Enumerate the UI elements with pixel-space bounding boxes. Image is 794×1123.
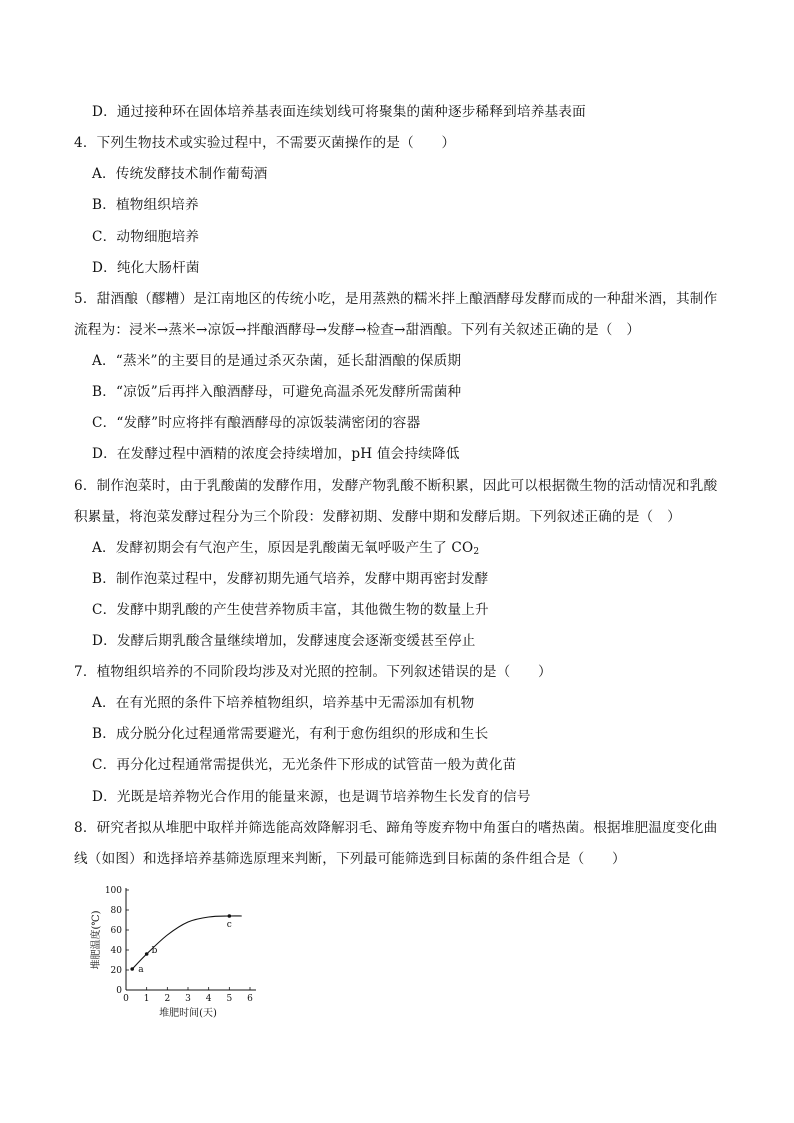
option-line [92,195,199,215]
point-a [130,967,134,971]
point-b [145,952,149,956]
option-line [92,258,200,278]
option-line [92,164,268,184]
y-tick-label: 20 [110,966,122,976]
line-text: 线（如图）和选择培养基筛选原理来判断，下列最可能筛选到目标菌的条件组合是（ ） [74,851,626,867]
subscript: 2 [473,547,480,557]
y-axis-label: 堆肥温度(℃) [91,910,102,970]
line-text: C．“发酵”时应将拌有酿酒酵母的凉饭装满密闭的容器 [92,415,421,431]
line-text: C．再分化过程通常需提供光，无光条件下形成的试管苗一般为黄化苗 [92,757,517,773]
question-stem [74,818,717,838]
line-text: 流程为：浸米→蒸米→凉饭→拌酿酒酵母→发酵→检查→甜酒酿。下列有关叙述正确的是（ ） [74,322,641,338]
question-stem [74,476,717,496]
question-stem-continued [74,849,626,869]
line-text: 7．植物组织培养的不同阶段均涉及对光照的控制。下列叙述错误的是（ ） [74,664,552,680]
point-label-c: c [226,920,232,930]
y-tick-label: 0 [116,986,122,996]
x-tick-label: 0 [123,994,129,1004]
temperature-curve [132,916,242,969]
question-stem [74,289,717,309]
option-line [92,724,488,744]
line-text: B．制作泡菜过程中，发酵初期先通气培养，发酵中期再密封发酵 [92,571,489,587]
y-tick-label: 100 [104,886,122,896]
option-line [92,631,476,651]
option-line [92,600,489,620]
y-tick-label: 40 [110,946,122,956]
option-line [92,351,461,371]
x-tick-label: 3 [185,994,191,1004]
point-label-b: b [151,946,158,956]
compost-temperature-chart [80,878,280,1028]
question-stem [74,662,552,682]
line-text: A．在有光照的条件下培养植物组织，培养基中无需添加有机物 [92,695,475,711]
option-line [92,755,516,775]
line-text: A．“蒸米”的主要目的是通过杀灭杂菌，延长甜酒酿的保质期 [92,353,462,369]
line-text: B．植物组织培养 [92,197,199,213]
line-text: D．在发酵过程中酒精的浓度会持续增加，pH 值会持续降低 [92,446,460,462]
line-text: D．通过接种环在固体培养基表面连续划线可将聚集的菌种逐步稀释到培养基表面 [92,104,586,120]
line-text: 8．研究者拟从堆肥中取样并筛选能高效降解羽毛、蹄角等废弃物中角蛋白的嗜热菌。根据堆肥温度变化曲 [74,820,718,836]
x-tick-label: 5 [226,994,233,1004]
option-line [92,787,531,807]
line-text: 4．下列生物技术或实验过程中，不需要灭菌操作的是（ ） [74,135,456,151]
point-c [228,914,232,918]
y-tick-label: 80 [110,906,122,916]
option-line [92,569,488,589]
question-stem [74,133,455,153]
line-text: D．纯化大肠杆菌 [92,260,200,276]
x-tick-label: 1 [143,994,150,1004]
line-text: D．发酵后期乳酸含量继续增加，发酵速度会逐渐变缓甚至停止 [92,633,476,649]
line-text: C．动物细胞培养 [92,229,200,245]
option-line [92,382,461,402]
x-tick-label: 2 [164,994,171,1004]
line-text: 5．甜酒酿（醪糟）是江南地区的传统小吃，是用蒸熟的糯米拌上酿酒酵母发酵而成的一种甜米酒，其制作 [74,291,718,307]
line-text: C．发酵中期乳酸的产生使营养物质丰富，其他微生物的数量上升 [92,602,489,618]
point-label-a: a [138,965,144,975]
option-line [92,538,479,562]
question-stem-continued [74,507,681,527]
option-line [92,102,586,122]
line-text: 6．制作泡菜时，由于乳酸菌的发酵作用，发酵产物乳酸不断积累，因此可以根据微生物的活动情况和乳酸 [74,478,718,494]
y-tick-label: 60 [110,926,122,936]
x-tick-label: 6 [247,994,253,1004]
line-text: A．发酵初期会有气泡产生，原因是乳酸菌无氧呼吸产生了 CO [92,540,474,556]
question-stem-continued [74,320,640,340]
line-text: B．“凉饭”后再拌入酿酒酵母，可避免高温杀死发酵所需菌种 [92,384,462,400]
x-axis-label: 堆肥时间(天) [159,1008,217,1019]
line-text: A．传统发酵技术制作葡萄酒 [92,166,268,182]
line-text: 积累量，将泡菜发酵过程分为三个阶段：发酵初期、发酵中期和发酵后期。下列叙述正确的是（ ） [74,509,681,525]
line-text: D．光既是培养物光合作用的能量来源，也是调节培养物生长发育的信号 [92,789,531,805]
option-line [92,444,460,464]
option-line [92,413,420,433]
line-text: B．成分脱分化过程通常需要避光，有利于愈伤组织的形成和生长 [92,726,489,742]
x-tick-label: 4 [205,994,212,1004]
option-line [92,227,199,247]
option-line [92,693,474,713]
